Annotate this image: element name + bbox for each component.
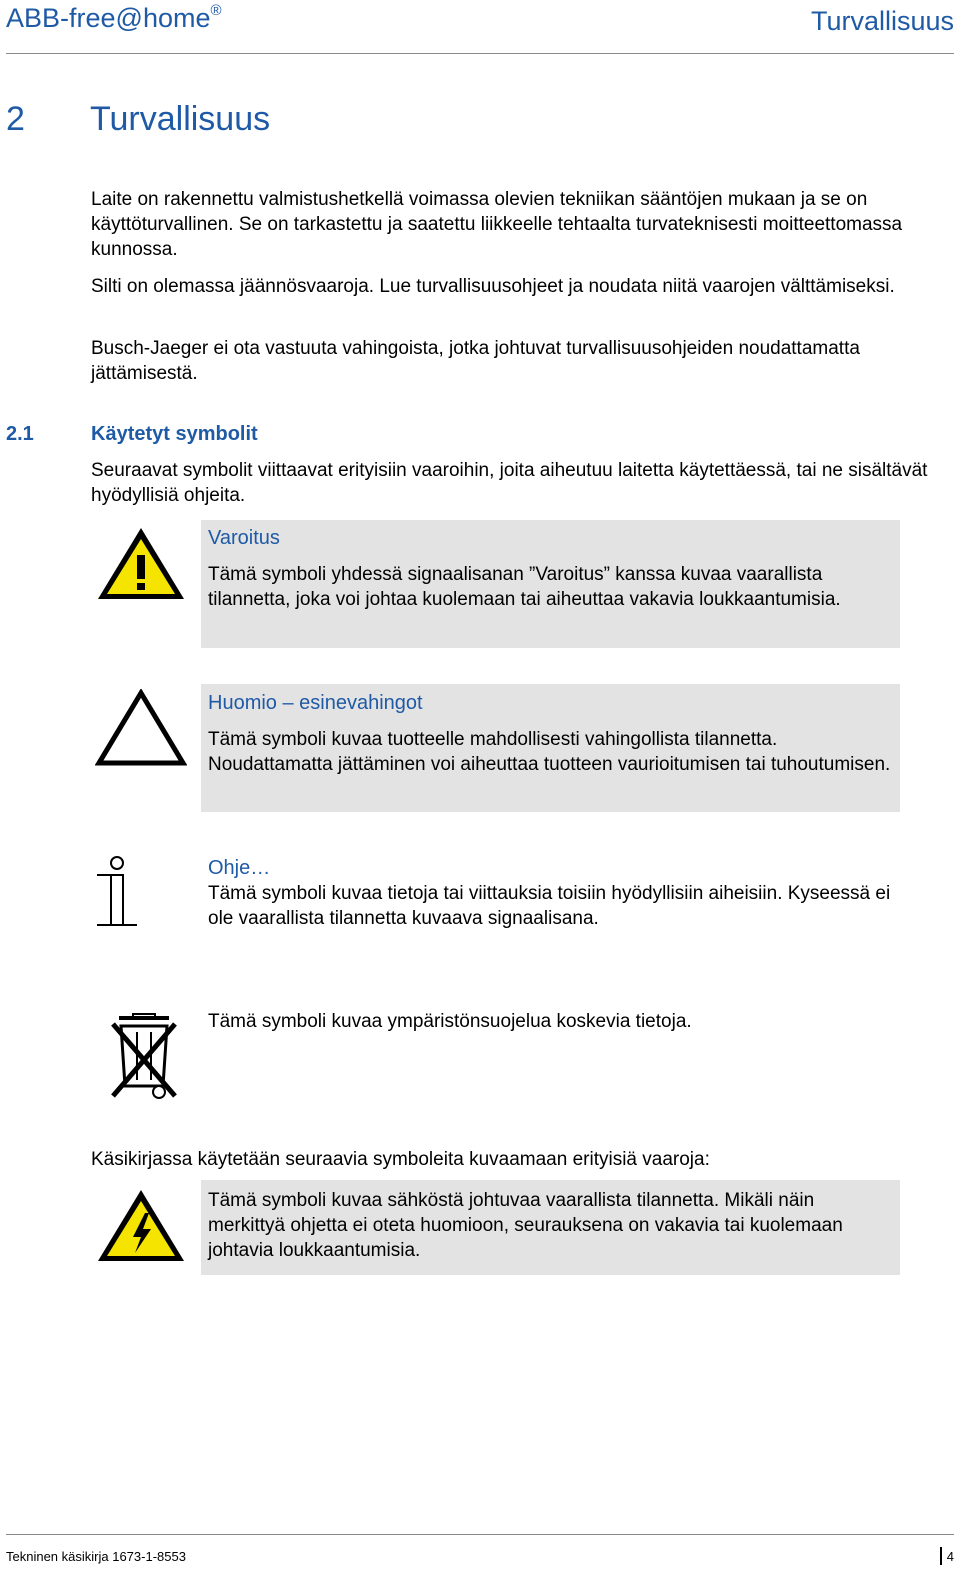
footer-document: Tekninen käsikirja 1673-1-8553 — [6, 1549, 186, 1564]
intro-paragraph-1: Laite on rakennettu valmistushetkellä voimassa olevien tekniikan sääntöjen mukaan ja se on käyttöturvallinen. Se on tarkastettu ja saatettu liikkeelle tehtaalta turvateknisesti moitteettomassa kunnossa. — [91, 189, 903, 260]
section-intro: Seuraavat symbolit viittaavat erityisiin vaaroihin, joita aiheutuu laitetta käytettäessä, tai ne sisältävät hyödyllisiä ohjeita. — [91, 460, 928, 506]
footer-page-number: 4 — [940, 1547, 954, 1565]
warning-box — [201, 520, 900, 648]
manual-intro: Käsikirjassa käytetään seuraavia symboleita kuvaamaan erityisiä vaaroja: — [91, 1149, 710, 1170]
registered-mark: ® — [210, 2, 222, 19]
footer-rule — [6, 1534, 954, 1535]
note-text: Tämä symboli kuvaa tietoja tai viittauksia toisiin hyödyllisiin aiheisiin. Kyseessä ei ole vaarallista tilannetta kuvaava signaalisana. — [208, 883, 891, 929]
electric-box — [201, 1180, 900, 1275]
caution-title: Huomio – esinevahingot — [208, 692, 423, 714]
intro-paragraph-3: Busch-Jaeger ei ota vastuuta vahingoista, jotka johtuvat turvallisuusohjeiden noudattamatta jättämisestä. — [91, 338, 860, 384]
section-title: Käytetyt symbolit — [91, 423, 258, 445]
header-rule — [6, 53, 954, 54]
header-brand — [6, 2, 222, 34]
electric-text: Tämä symboli kuvaa sähköstä johtuvaa vaarallista tilannetta. Mikäli näin merkittyä ohjetta ei oteta huomioon, seurauksena on vakavia tai kuolemaan johtavia loukkaantumisia. — [208, 1190, 843, 1261]
note-title: Ohje… — [208, 857, 271, 879]
section-number: 2.1 — [6, 423, 34, 445]
caution-text: Tämä symboli kuvaa tuotteelle mahdollisesti vahingollista tilannetta. Noudattamatta jättäminen voi aiheuttaa tuotteen vaurioitumisen tai tuhoutumisen. — [208, 729, 891, 775]
electric-hazard-icon — [95, 1187, 187, 1265]
info-i-icon — [95, 855, 139, 929]
chapter-title: Turvallisuus — [90, 100, 271, 138]
header-section: Turvallisuus — [810, 6, 954, 36]
warning-text: Tämä symboli yhdessä signaalisanan ”Varoitus” kanssa kuvaa vaarallista tilannetta, joka voi johtaa kuolemaan tai aiheuttaa vakavia loukkaantumisia. — [208, 564, 841, 610]
intro-paragraph-2: Silti on olemassa jäännösvaaroja. Lue turvallisuusohjeet ja noudata niitä vaarojen välttämiseksi. — [91, 276, 895, 297]
crossed-out-bin-icon — [107, 1012, 183, 1102]
brand-name: ABB-free@home — [6, 3, 211, 33]
warning-title: Varoitus — [208, 527, 280, 549]
caution-triangle-outline-icon — [95, 689, 187, 767]
chapter-number: 2 — [6, 100, 25, 138]
caution-box — [201, 684, 900, 812]
warning-triangle-yellow-icon — [95, 525, 187, 603]
environment-text: Tämä symboli kuvaa ympäristönsuojelua koskevia tietoja. — [208, 1011, 692, 1032]
note-block — [208, 856, 898, 931]
